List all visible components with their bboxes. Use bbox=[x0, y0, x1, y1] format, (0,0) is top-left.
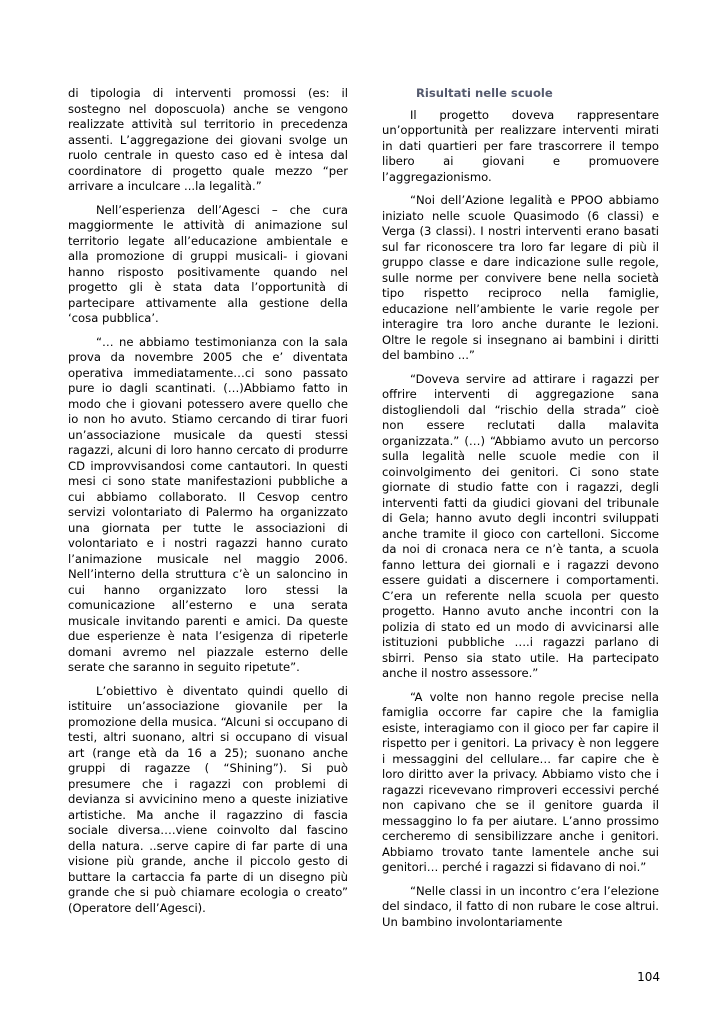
paragraph: “Doveva servire ad attirare i ragazzi per offrire interventi di aggregazione sana distogliendoli dal “rischio della strada” cioè non essere reclutati dalla malavita organizzata.” (…) “Abbiamo avuto un percorso sulla legalità nelle scuole medie con il coinvolgimento dei genitori. Ci sono state giornate di studio fatte con i ragazzi, degli interventi fatti da giudici giovani del tribunale di Gela; hanno avuto degli incontri sviluppati anche tramite il gioco con cartelloni. Siccome da noi di cronaca nera ce n’è tanta, a scuola fanno lettura dei giornali e i ragazzi devono essere guidati a discernere i comportamenti. C’era un referente nella scuola per questo progetto. Hanno avuto anche incontri con la polizia di stato ed un modo di avvicinarsi alle istituzioni pubbliche ….i ragazzi parlano di sbirri. Penso sia stato utile. Ha partecipato anche il nostro assessore.” bbox=[382, 371, 659, 680]
paragraph: Nell’esperienza dell’Agesci – che cura maggiormente le attività di animazione sul territorio legate all’educazione ambientale e alla promozione di gruppi musicali- i giovani hanno risposto positivamente quando nel progetto gli è stata data l’opportunità di partecipare attivamente alla gestione della ‘cosa pubblica’. bbox=[68, 202, 348, 325]
paragraph: Il progetto doveva rappresentare un’opportunità per realizzare interventi mirati in dati quartieri per fare trascorrere il tempo libero ai giovani e promuovere l’aggregazionismo. bbox=[382, 107, 659, 184]
paragraph: “… ne abbiamo testimonianza con la sala prova da novembre 2005 che e’ diventata operativa immediatamente…ci sono passato pure io dagli scantinati. (…)Abbiamo fatto in modo che i giovani potessero avere quello che io non ho avuto. Stiamo cercando di tirar fuori un’associazione musicale da questi stessi ragazzi, alcuni di loro hanno cercato di produrre CD improvvisandosi come cantautori. In questi mesi ci sono state manifestazioni pubbliche a cui abbiamo collaborato. Il Cesvop centro servizi volontariato di Palermo ha organizzato una giornata per tutte le associazioni di volontariato e i nostri ragazzi hanno curato l’animazione musicale nel maggio 2006. Nell’interno della struttura c’è un saloncino in cui hanno organizzato loro stessi la comunicazione all’esterno e una serata musicale invitando parenti e amici. Da queste due esperienze è nata l’esigenza di ripeterle domani avremo nel piazzale esterno delle serate che saranno in seguito ripetute”. bbox=[68, 334, 348, 674]
paragraph: “A volte non hanno regole precise nella famiglia occorre far capire che la famiglia esiste, interagiamo con il gioco per far capire il rispetto per i genitori. La privacy è non leggere i messaggini del cellulare… far capire che è loro diritto aver la privacy. Abbiamo visto che i ragazzi ricevevano rimproveri eccessivi perché non capivano che se il genitore guarda il messaggino lo fa per aiutare. L’anno prossimo cercheremo di sensibilizzare anche i genitori. Abbiamo trovato tante lamentele anche sui genitori… perché i ragazzi si fidavano di noi.” bbox=[382, 689, 659, 874]
section-heading: Risultati nelle scuole bbox=[416, 86, 553, 100]
paragraph: “Noi dell’Azione legalità e PPOO abbiamo iniziato nelle scuole Quasimodo (6 classi) e Verga (3 classi). I nostri interventi erano basati sul far riconoscere tra loro far legare di più il gruppo classe e dare indicazione sulle regole, sulle norme per convivere bene nella società tipo rispetto reciproco nella famiglie, educazione nell’ambiente le varie regole per interagire tra loro anche durante le lezioni. Oltre le regole si insegnano ai bambini i diritti del bambino ...” bbox=[382, 193, 659, 362]
paragraph: “Nelle classi in un incontro c’era l’elezione del sindaco, il fatto di non rubare le cose altrui. Un bambino involontariamente bbox=[382, 883, 659, 929]
right-column bbox=[382, 86, 659, 938]
left-column bbox=[68, 86, 348, 924]
page-number: 104 bbox=[637, 970, 660, 984]
paragraph: di tipologia di interventi promossi (es: il sostegno nel doposcuola) anche se vengono realizzate attività sul territorio in precedenza assenti. L’aggregazione dei giovani svolge un ruolo centrale in questo caso ed è intesa dal coordinatore di progetto quale mezzo “per arrivare a inculcare ...la legalità.” bbox=[68, 86, 348, 193]
paragraph: L’obiettivo è diventato quindi quello di istituire un’associazione giovanile per la promozione della musica. “Alcuni si occupano di testi, altri suonano, altri si occupano di visual art (range età da 16 a 25); suonano anche gruppi di ragazze ( “Shining”). Si può presumere che i ragazzi con problemi di devianza si avvicinino meno a queste iniziative artistiche. Ma anche il ragazzino di fascia sociale diversa….viene coinvolto dal fascino della natura. ..serve capire di far parte di una visione più grande, anche il piccolo gesto di buttare la cartaccia fa parte di un disegno più grande che si può chiamare ecologia o creato” (Operatore dell’Agesci). bbox=[68, 683, 348, 915]
